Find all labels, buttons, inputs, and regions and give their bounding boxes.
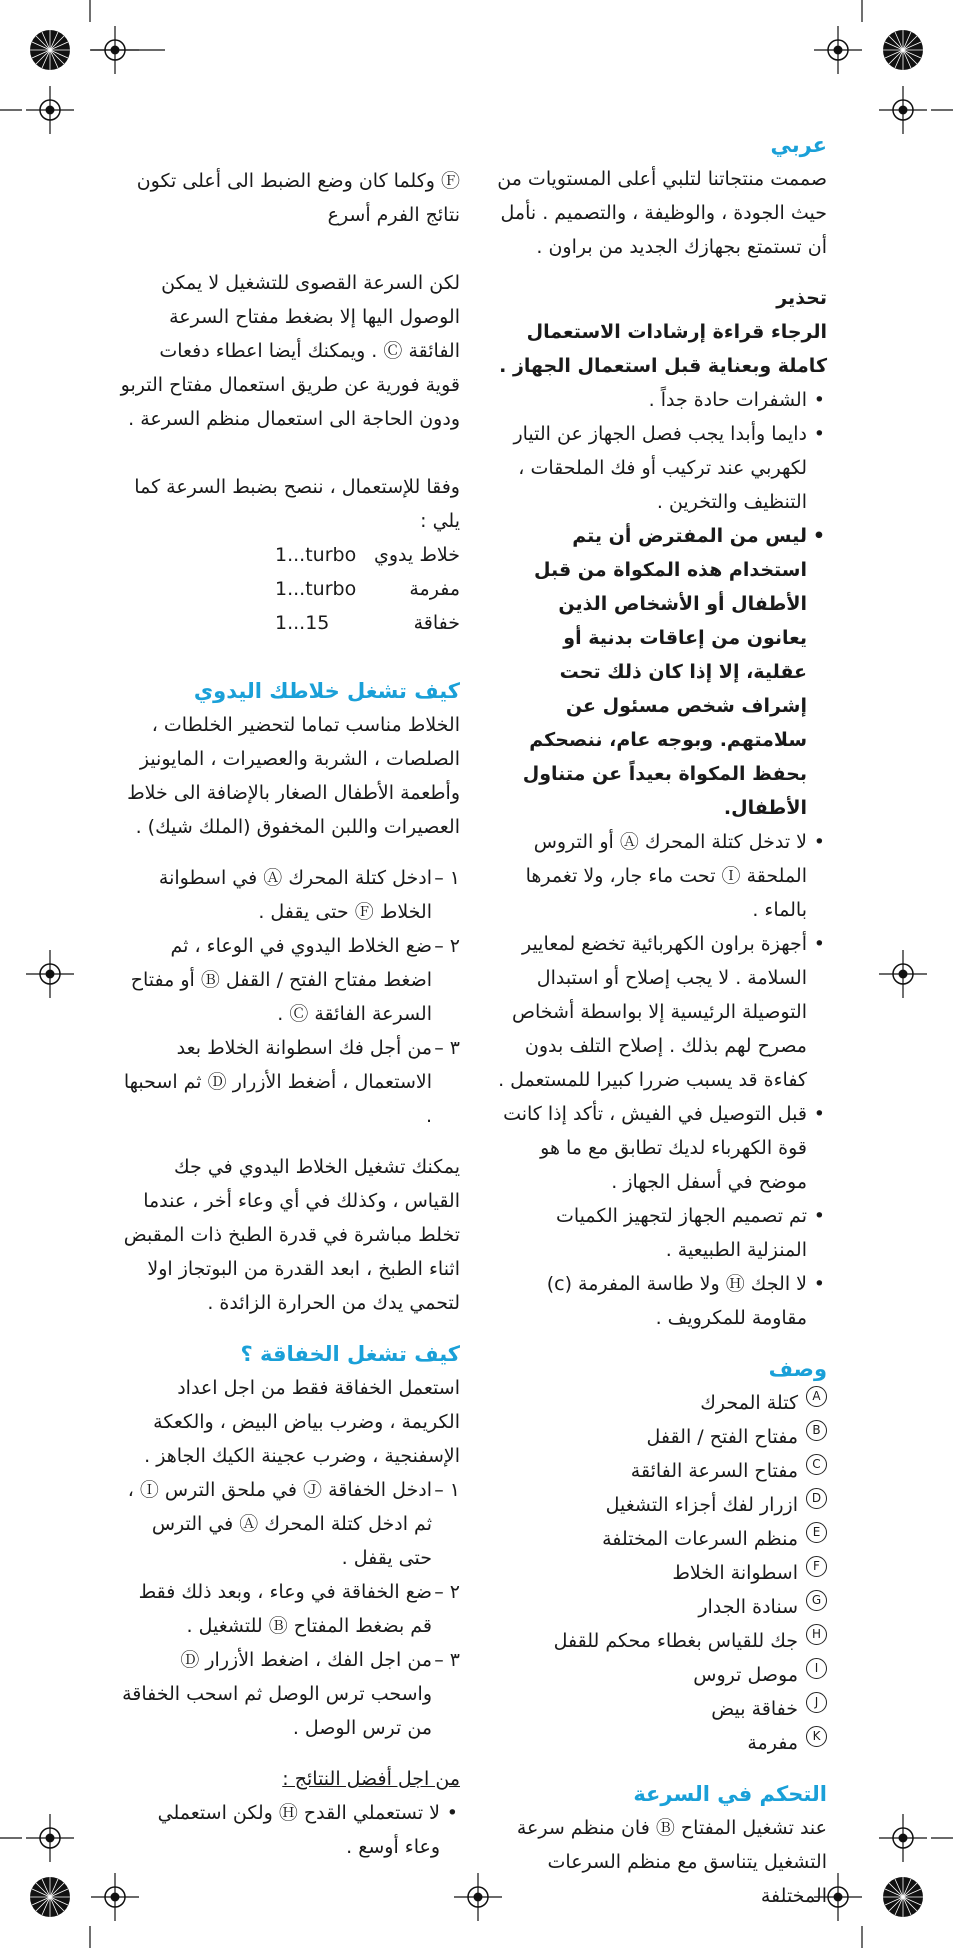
letter-badge: F [806, 1556, 827, 1577]
letter-badge: J [806, 1692, 827, 1713]
right-column [497, 128, 827, 1913]
best-results-list [120, 1796, 460, 1864]
description-label: جك للقياس بغطاء محكم للقفل [553, 1630, 798, 1652]
speed-row [120, 606, 460, 640]
description-label: مفتاح الفتح / القفل [646, 1426, 798, 1448]
blender-note: يمكنك تشغيل الخلاط اليدوي في جك القياس ، وكذلك في أي وعاء أخر ، عندما تخلط مباشرة في قدرة الطبخ ذات المقبض اثناء الطبخ ، ابعد القدرة من البوتجاز اولا لتحمي يدك من الحرارة الزائدة . [123, 1156, 460, 1314]
best-results-label: من اجل أفضل النتائج : [282, 1768, 460, 1790]
description-item [497, 1488, 827, 1522]
step-number: ١ – [434, 867, 460, 889]
description-item [497, 1386, 827, 1420]
step-text: ضع الخلاط اليدوي في الوعاء ، ثم اضغط مفتاح الفتح / القفل Ⓑ أو مفتاح السرعة الفائقة Ⓒ . [130, 935, 432, 1025]
description-label: ازرار لفك أجزاء التشغيل [605, 1494, 798, 1516]
whisk-intro: استعمل الخفاقة فقط من اجل اعداد الكريمة ، وضرب بياض البيض ، والكعكة الإسفنجية ، وضرب عجينة الكيك الجاهز . [144, 1377, 460, 1467]
whisk-heading: كيف تشغل الخفاقة ؟ [240, 1342, 460, 1366]
list-item: • ليس من المفترض أن يتم استخدام هذه المكواة من قبل الأطفال أو الأشخاص الذين يعانون من إعاقات بدنية أو عقلية، إلا إذا كان ذلك تحت إشراف شخص مسئول عن سلامتهم. وبوجه عام، ننصحكم بحفظ المكواة بعيداً عن متناول الأطفال. [497, 519, 827, 825]
warning-title: تحذير [776, 287, 827, 309]
list-item [120, 861, 460, 929]
safety-bullets [497, 383, 827, 1335]
description-item [497, 1624, 827, 1658]
letter-badge: I [806, 1658, 827, 1679]
speed-label: خفاقة [413, 612, 460, 634]
letter-badge: H [806, 1624, 827, 1645]
letter-badge: A [806, 1386, 827, 1407]
list-item: • الشفرات حادة جداً . [497, 383, 827, 417]
list-item: • لا الجك Ⓗ ولا طاسة المفرمة (c) مقاومة للمكرويف . [497, 1267, 827, 1335]
description-item [497, 1522, 827, 1556]
speed-control-text: عند تشغيل المفتاح Ⓑ فان منظم سرعة التشغيل يتناسق مع منظم السرعات المختلفة [516, 1817, 827, 1907]
list-item [120, 929, 460, 1031]
letter-badge: D [806, 1488, 827, 1509]
list-item [120, 1575, 460, 1643]
language-heading: عربي [770, 133, 827, 157]
list-item [120, 1031, 460, 1133]
speed-value: 1...turbo [275, 544, 357, 566]
description-item [497, 1556, 827, 1590]
description-item [497, 1454, 827, 1488]
speed-label: خلاط يدوي [373, 544, 460, 566]
step-number: ٣ – [434, 1037, 460, 1059]
description-item [497, 1420, 827, 1454]
speed-label: مفرمة [409, 578, 460, 600]
speed-table [120, 538, 460, 640]
list-item: • لا تستعملي القدح Ⓗ ولكن استعملي وعاء أوسع . [120, 1796, 460, 1864]
intro-text: صممت منتجاتنا لتلبي أعلى المستويات من حيث الجودة ، والوظيفة ، والتصميم . نأمل أن تستمتع بجهازك الجديد من براون . [497, 168, 827, 258]
description-item [497, 1658, 827, 1692]
step-text: ضع الخفاقة في وعاء ، وبعد ذلك فقط قم بضغط المفتاح Ⓑ للتشغيل . [138, 1581, 432, 1637]
speed-setting-text: Ⓕ وكلما كان وضع الضبط الى أعلى تكون نتائج الفرم أسرع [136, 170, 460, 226]
whisk-steps [120, 1473, 460, 1745]
list-item: • قبل التوصيل في الفيش ، تأكد إذا كانت قوة الكهرباء لديك تطابق مع ما هو موضح في أسفل الجهاز . [497, 1097, 827, 1199]
speed-value: 1...turbo [275, 578, 357, 600]
description-label: مفرمة [747, 1732, 798, 1754]
description-label: سنادة الجدار [698, 1596, 798, 1618]
step-number: ٢ – [434, 935, 460, 957]
step-number: ٢ – [434, 1581, 460, 1603]
letter-badge: B [806, 1420, 827, 1441]
letter-badge: C [806, 1454, 827, 1475]
letter-badge: G [806, 1590, 827, 1611]
list-item: • أجهزة براون الكهربائية تخضع لمعايير السلامة . لا يجب إصلاح أو استبدال التوصيلة الرئيسية إلا بواسطة أشخاص مصرح لهم بذلك . إصلاح التلف بدون كفاءة قد يسبب ضررا كبيرا للمستعمل . [497, 927, 827, 1097]
left-column [120, 164, 460, 1864]
turbo-text: لكن السرعة القصوى للتشغيل لا يمكن الوصول اليها إلا بضغط مفتاح السرعة الفائقة Ⓒ . ويمكنك أيضا اعطاء دفعات قوية فورية عن طريق استعمال مفتاح التربو ودون الحاجة الى استعمال منظم السرعة . [120, 272, 460, 430]
speed-row [120, 572, 460, 606]
description-label: اسطوانة الخلاط [672, 1562, 798, 1584]
step-text: ادخل كتلة المحرك Ⓐ في اسطوانة الخلاط Ⓕ حتى يقفل . [158, 867, 432, 923]
list-item [120, 1643, 460, 1745]
step-text: ادخل الخفاقة Ⓙ في ملحق الترس Ⓘ ، ثم ادخل كتلة المحرك Ⓐ في الترس حتى يقفل . [127, 1479, 432, 1569]
speed-control-heading: التحكم في السرعة [633, 1782, 827, 1806]
letter-badge: E [806, 1522, 827, 1543]
speed-row [120, 538, 460, 572]
letter-badge: K [806, 1726, 827, 1747]
blender-intro: الخلاط مناسب تماما لتحضير الخلطات ، الصلصات ، الشربة والعصيرات ، المايونيز وأطعمة الأطفال الصغار بالإضافة الى خلاط العصيرات واللبن المخفوق (الملك شيك) . [127, 714, 460, 838]
speed-recommendation-text: وفقا للإستعمال ، ننصح بضبط السرعة كما يلي : [134, 476, 460, 532]
list-item [120, 1473, 460, 1575]
step-number: ١ – [434, 1479, 460, 1501]
list-item: • لا تدخل كتلة المحرك Ⓐ أو التروس الملحقة Ⓘ تحت ماء جار، ولا تغمرها بالماء . [497, 825, 827, 927]
description-label: خفاقة بيض [711, 1698, 798, 1720]
step-text: من اجل الفك ، اضغط الأزرار Ⓓ واسحب ترس الوصل ثم اسحب الخفاقة من ترس الوصل . [122, 1649, 432, 1739]
speed-value: 1...15 [275, 612, 330, 634]
description-label: كتلة المحرك [700, 1392, 798, 1414]
blender-steps [120, 861, 460, 1133]
step-text: من أجل فك اسطوانة الخلاط بعد الاستعمال ، أضغط الأزرار Ⓓ ثم اسحبها . [123, 1037, 432, 1127]
list-item: • تم تصميم الجهاز لتجهيز الكميات المنزلية الطبيعية . [497, 1199, 827, 1267]
description-item [497, 1590, 827, 1624]
description-item [497, 1692, 827, 1726]
warning-subtitle: الرجاء قراءة إرشادات الاستعمال كاملة وبعناية قبل استعمال الجهاز . [499, 321, 827, 377]
description-label: مفتاح السرعة الفائقة [630, 1460, 798, 1482]
description-list [497, 1386, 827, 1760]
blender-heading: كيف تشغل خلاطك اليدوي [193, 679, 460, 703]
description-item [497, 1726, 827, 1760]
step-number: ٣ – [434, 1649, 460, 1671]
description-label: منظم السرعات المختلفة [602, 1528, 798, 1550]
list-item: • دايما وأبدا يجب فصل الجهاز عن التيار لكهربي عند تركيب أو فك الملحقات ، التنظيف والتخرين . [497, 417, 827, 519]
description-label: موصل تروس [693, 1664, 798, 1686]
description-heading: وصف [768, 1357, 827, 1381]
